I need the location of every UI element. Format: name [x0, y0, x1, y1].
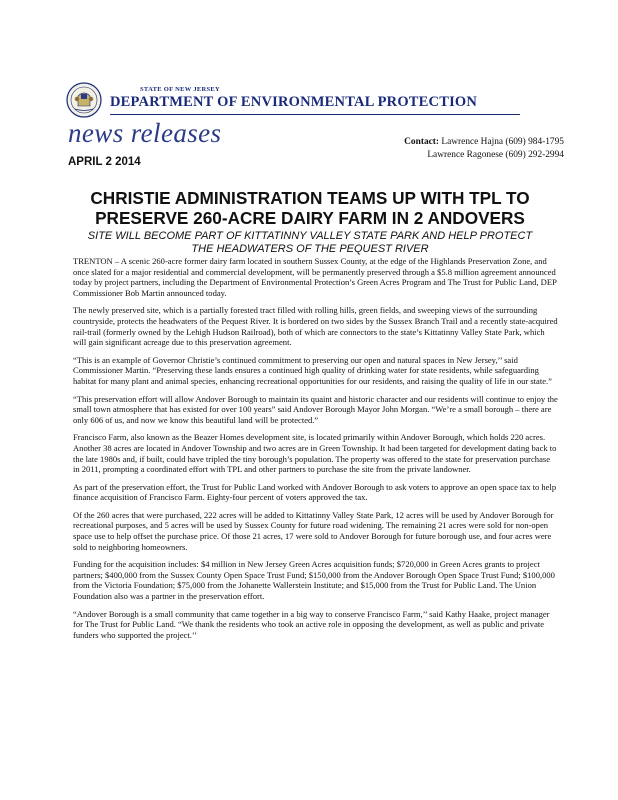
contact-label: Contact:	[404, 137, 440, 147]
state-label: STATE OF NEW JERSEY	[140, 86, 221, 93]
contact-line-2: Lawrence Ragonese (609) 292-2994	[427, 149, 564, 160]
paragraph: The newly preserved site, which is a partially forested tract filled with rolling hills, green fields, and sweeping views of the surrounding countryside, protects the headwaters of the Pequest River. It is bordered on two sides by the Sussex Branch Trail and a recently state-acquired rail-trail (formerly owned by the Lehigh Hudson Railroad), both of which are connectors to the state’s Kittatinny Valley State Park, which will gain significant acreage due to this preservation agreement.	[73, 305, 558, 348]
subhead-line-1: SITE WILL BECOME PART OF KITTATINNY VALLEY STATE PARK AND HELP PROTECT	[87, 230, 533, 242]
paragraph: “Andover Borough is a small community that came together in a big way to conserve Francisco Farm,’’ said Kathy Haake, project manager for The Trust for Public Land. “We thank the residents who took an active role in opposing the development, as well as public and private funders who supported the project.’’	[73, 608, 550, 640]
paragraph: Funding for the acquisition includes: $4 million in New Jersey Green Acres acquisition funds; $720,000 in Green Acres grants to project partners; $400,000 from the Sussex County Open Space Trust Fund; $150,000 from the Andover Borough Open Space Trust Fund; $100,000 from the Victoria Foundation; $75,000 from the Johanette Wallerstein Institute; and $15,000 from the Trust for Public Land. The Union Foundation also was a partner in the preservation effort.	[73, 559, 555, 602]
headline-line-1: CHRISTIE ADMINISTRATION TEAMS UP WITH TPL TO	[90, 188, 530, 208]
department-name: DEPARTMENT OF ENVIRONMENTAL PROTECTION	[110, 94, 478, 110]
release-date: APRIL 2 2014	[68, 156, 141, 168]
state-seal-icon	[66, 82, 102, 118]
article-body	[73, 256, 558, 647]
subheadline	[40, 230, 580, 255]
paragraph: TRENTON – A scenic 260-acre former dairy farm located in southern Sussex County, at the edge of the Highlands Preservation Zone, and once slated for a major residential and commercial development, will be permanently preserved through a $5.8 million agreement announced today by project partners, including the Department of Environmental Protection’s Green Acres Program and The Trust for Public Land, DEP Commissioner Bob Martin announced today.	[73, 256, 557, 298]
paragraph: Francisco Farm, also known as the Beazer Homes development site, is located primarily within Andover Borough, which holds 220 acres. Another 38 acres are located in Andover Township and two acres are in Green Township. It had been targeted for development dating back to the late 1980s and, if built, could have tripled the tiny borough’s population. The property was offered to the state for preservation purchase in 2011, prompting a coordinated effort with TPL and other partners to purchase the site from the private landowner.	[73, 432, 557, 475]
paragraph: As part of the preservation effort, the Trust for Public Land worked with Andover Borough to ask voters to approve an open space tax to help finance acquisition of Francisco Farm. Eighty-four percent of voters approved the tax.	[73, 481, 557, 503]
agency-name	[110, 86, 477, 110]
section-title: news releases	[68, 118, 222, 148]
headline-line-2: PRESERVE 260-ACRE DAIRY FARM IN 2 ANDOVERS	[95, 208, 525, 228]
contact-line-1: Lawrence Hajna (609) 984-1795	[441, 137, 564, 147]
paragraph: Of the 260 acres that were purchased, 222 acres will be added to Kittatinny Valley State Park, 12 acres will be used by Andover Borough for recreational purposes, and 5 acres will be used by Sussex County for future road widening. The remaining 21 acres were sold for non-open space use to help offset the purchase price. Of those 21 acres, 17 were sold to Andover Borough for future borough use, and four acres were sold to neighboring homeowners.	[73, 509, 554, 552]
paragraph: “This preservation effort will allow Andover Borough to maintain its quaint and historic character and our residents will continue to enjoy the small town atmosphere that has existed for over 100 years” said Andover Borough Mayor John Morgan. “We’re a small borough – there are only 606 of us, and now we know this beautiful land will be protected.”	[73, 393, 558, 425]
contact-block	[404, 136, 564, 161]
headline	[40, 188, 580, 228]
header-divider	[110, 114, 520, 115]
paragraph: “This is an example of Governor Christie’s continued commitment to preserving our open and natural spaces in New Jersey,’’ said Commissioner Martin. “Preserving these lands ensures a continued high quality of drinking water for state residents, while safeguarding habitat for many plant and animal species, enhancing recreational opportunities for our residents, and raising the quality of life in our state.”	[73, 354, 552, 386]
subhead-line-2: THE HEADWATERS OF THE PEQUEST RIVER	[191, 242, 429, 255]
